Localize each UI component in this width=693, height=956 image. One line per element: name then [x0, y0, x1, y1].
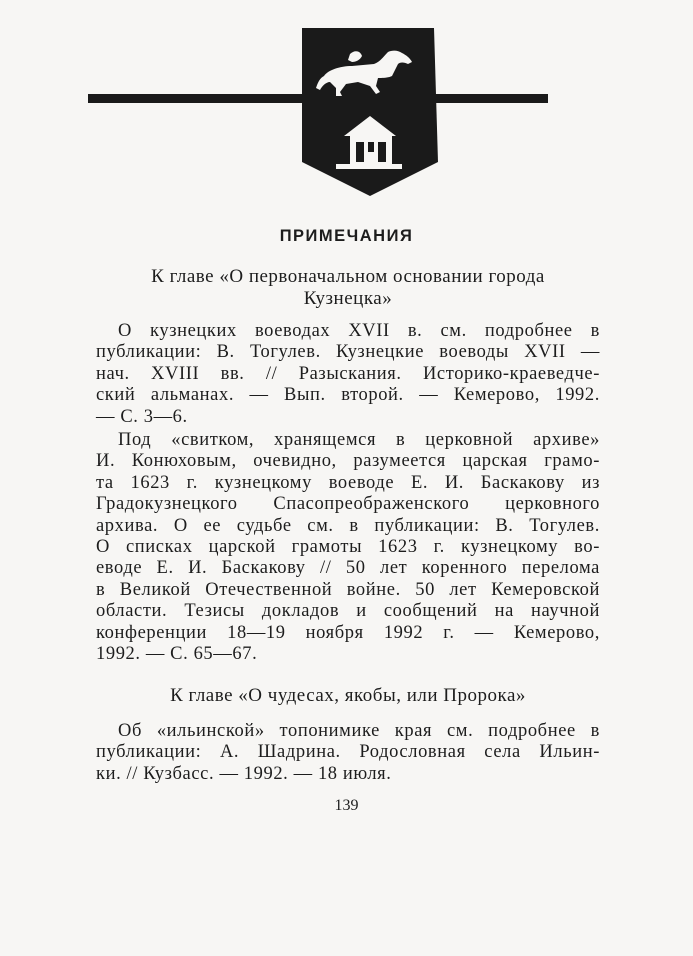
- text-line: 1992. — С. 65—67.: [96, 644, 258, 665]
- text-line: конференции 18—19 ноября 1992 г. — Кемерово,: [96, 622, 600, 643]
- text-line: И. Конюховым, очевидно, разумеется царская грамо-: [96, 451, 600, 472]
- text-line: Под «свитком, хранящемся в церковной архиве»: [118, 430, 600, 450]
- text-line: публикации: В. Тогулев. Кузнецкие воеводы XVII —: [96, 342, 600, 363]
- text-line: О списках царской грамоты 1623 г. кузнецкому во-: [96, 537, 600, 558]
- text-line: — С. 3—6.: [96, 406, 188, 427]
- text-line: еводе Е. И. Баскакову // 50 лет коренного перелома: [96, 558, 600, 579]
- text-line: та 1623 г. кузнецкому воеводе Е. И. Баскакову из: [96, 472, 600, 493]
- shield-icon: [302, 28, 438, 196]
- section-heading-line: К главе «О первоначальном основании города: [151, 266, 545, 287]
- text-line: архива. О ее судьбе см. в публикации: В. Тогулев.: [96, 515, 600, 536]
- section-1-heading: [96, 266, 600, 310]
- text-line: О кузнецких воеводах XVII в. см. подробнее в: [118, 321, 600, 341]
- text-line: Градокузнецкого Спасопреображенского церковного: [96, 494, 600, 515]
- text-line: публикации: А. Шадрина. Родословная села Ильин-: [96, 742, 600, 763]
- page-title: ПРИМЕЧАНИЯ: [279, 227, 414, 245]
- section-2-paragraph-1: [96, 721, 600, 785]
- section-heading-line: Кузнецка»: [303, 288, 393, 309]
- text-line: области. Тезисы докладов и сообщений на научной: [96, 601, 600, 622]
- text-line: в Великой Отечественной войне. 50 лет Кемеровской: [96, 579, 600, 600]
- section-2-heading: [96, 685, 600, 707]
- section-heading-line: К главе «О чудесах, якобы, или Пророка»: [170, 685, 526, 706]
- page-number: 139: [334, 797, 359, 814]
- section-1-paragraph-1: [96, 321, 600, 428]
- text-line: нач. XVIII вв. // Разыскания. Историко-краеведче-: [96, 363, 600, 384]
- coat-of-arms-emblem: [88, 20, 548, 198]
- text-line: ки. // Кузбасс. — 1992. — 18 июля.: [96, 763, 392, 784]
- text-line: ский альманах. — Вып. второй. — Кемерово, 1992.: [96, 385, 600, 406]
- text-line: Об «ильинской» топонимике края см. подробнее в: [118, 721, 600, 741]
- section-1-paragraph-2: [96, 430, 600, 665]
